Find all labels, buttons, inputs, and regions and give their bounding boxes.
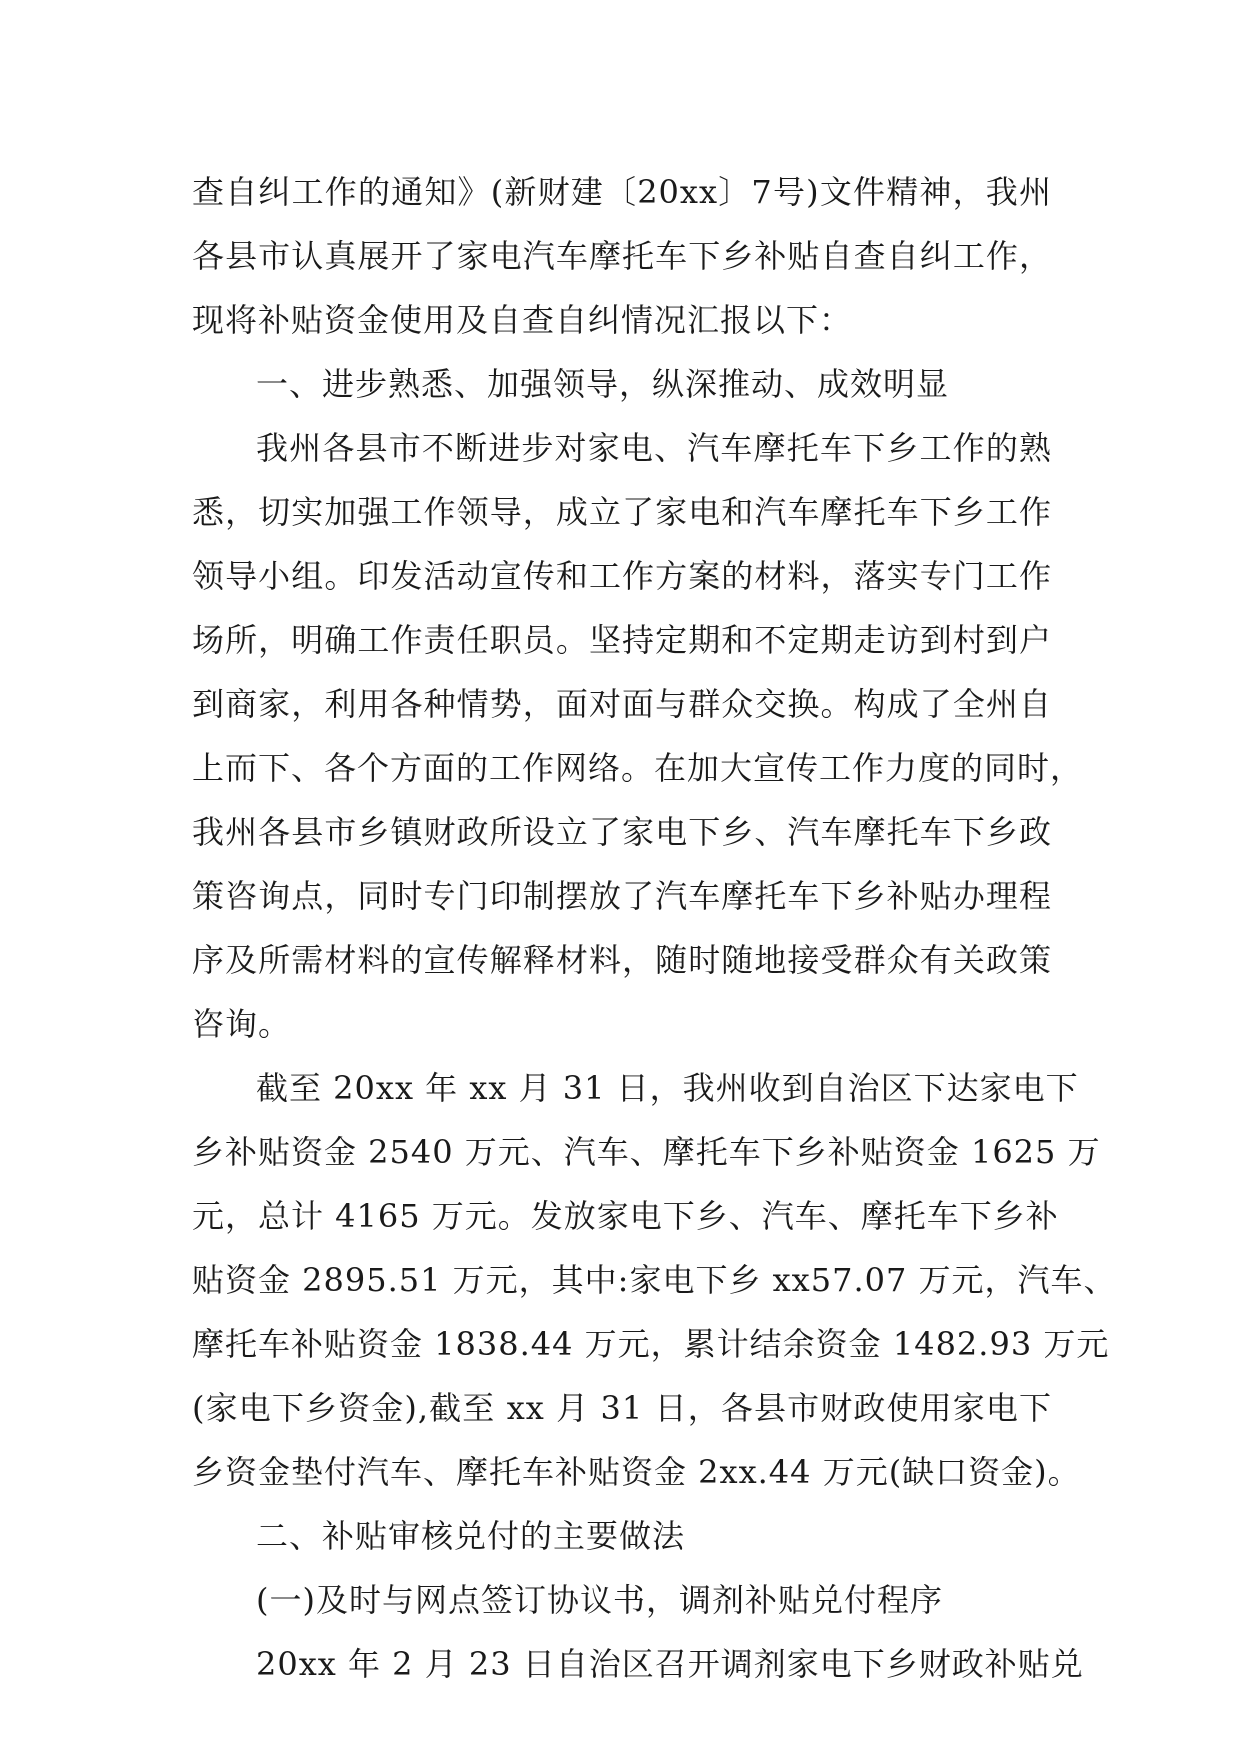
text-line: (家电下乡资金),截至 xx 月 31 日，各县市财政使用家电下 — [192, 1389, 1052, 1427]
text-line: 场所，明确工作责任职员。坚持定期和不定期走访到村到户 — [192, 621, 1052, 659]
text-line: 乡资金垫付汽车、摩托车补贴资金 2xx.44 万元(缺口资金)。 — [192, 1453, 1081, 1491]
section-heading: 一、进步熟悉、加强领导，纵深推动、成效明显 — [256, 365, 950, 403]
text-line: 悉，切实加强工作领导，成立了家电和汽车摩托车下乡工作 — [192, 493, 1052, 531]
text-line: 我州各县市乡镇财政所设立了家电下乡、汽车摩托车下乡政 — [192, 813, 1052, 851]
text-line: 现将补贴资金使用及自查自纠情况汇报以下： — [192, 301, 853, 339]
text-line: 20xx 年 2 月 23 日自治区召开调剂家电下乡财政补贴兑 — [256, 1645, 1084, 1683]
text-line: 我州各县市不断进步对家电、汽车摩托车下乡工作的熟 — [256, 429, 1052, 467]
text-line: 截至 20xx 年 xx 月 31 日，我州收到自治区下达家电下 — [256, 1069, 1079, 1107]
text-line: 咨询。 — [192, 1005, 292, 1043]
text-line: 策咨询点，同时专门印制摆放了汽车摩托车下乡补贴办理程 — [192, 877, 1052, 915]
text-line: 序及所需材料的宣传解释材料，随时随地接受群众有关政策 — [192, 941, 1052, 979]
section-heading: 二、补贴审核兑付的主要做法 — [256, 1517, 686, 1555]
subsection-heading: (一)及时与网点签订协议书，调剂补贴兑付程序 — [256, 1581, 943, 1619]
document-body — [192, 160, 1117, 1696]
text-line: 元，总计 4165 万元。发放家电下乡、汽车、摩托车下乡补 — [192, 1197, 1059, 1235]
text-line: 贴资金 2895.51 万元，其中:家电下乡 xx57.07 万元，汽车、 — [192, 1261, 1117, 1299]
text-line: 上而下、各个方面的工作网络。在加大宣传工作力度的同时， — [192, 749, 1084, 787]
text-line: 查自纠工作的通知》(新财建〔20xx〕7号)文件精神，我州 — [192, 173, 1052, 211]
text-line: 领导小组。印发活动宣传和工作方案的材料，落实专门工作 — [192, 557, 1052, 595]
text-line: 到商家，利用各种情势，面对面与群众交换。构成了全州自 — [192, 685, 1052, 723]
text-line: 摩托车补贴资金 1838.44 万元，累计结余资金 1482.93 万元 — [192, 1325, 1110, 1363]
text-line: 各县市认真展开了家电汽车摩托车下乡补贴自查自纠工作， — [192, 237, 1052, 275]
text-line: 乡补贴资金 2540 万元、汽车、摩托车下乡补贴资金 1625 万 — [192, 1133, 1101, 1171]
